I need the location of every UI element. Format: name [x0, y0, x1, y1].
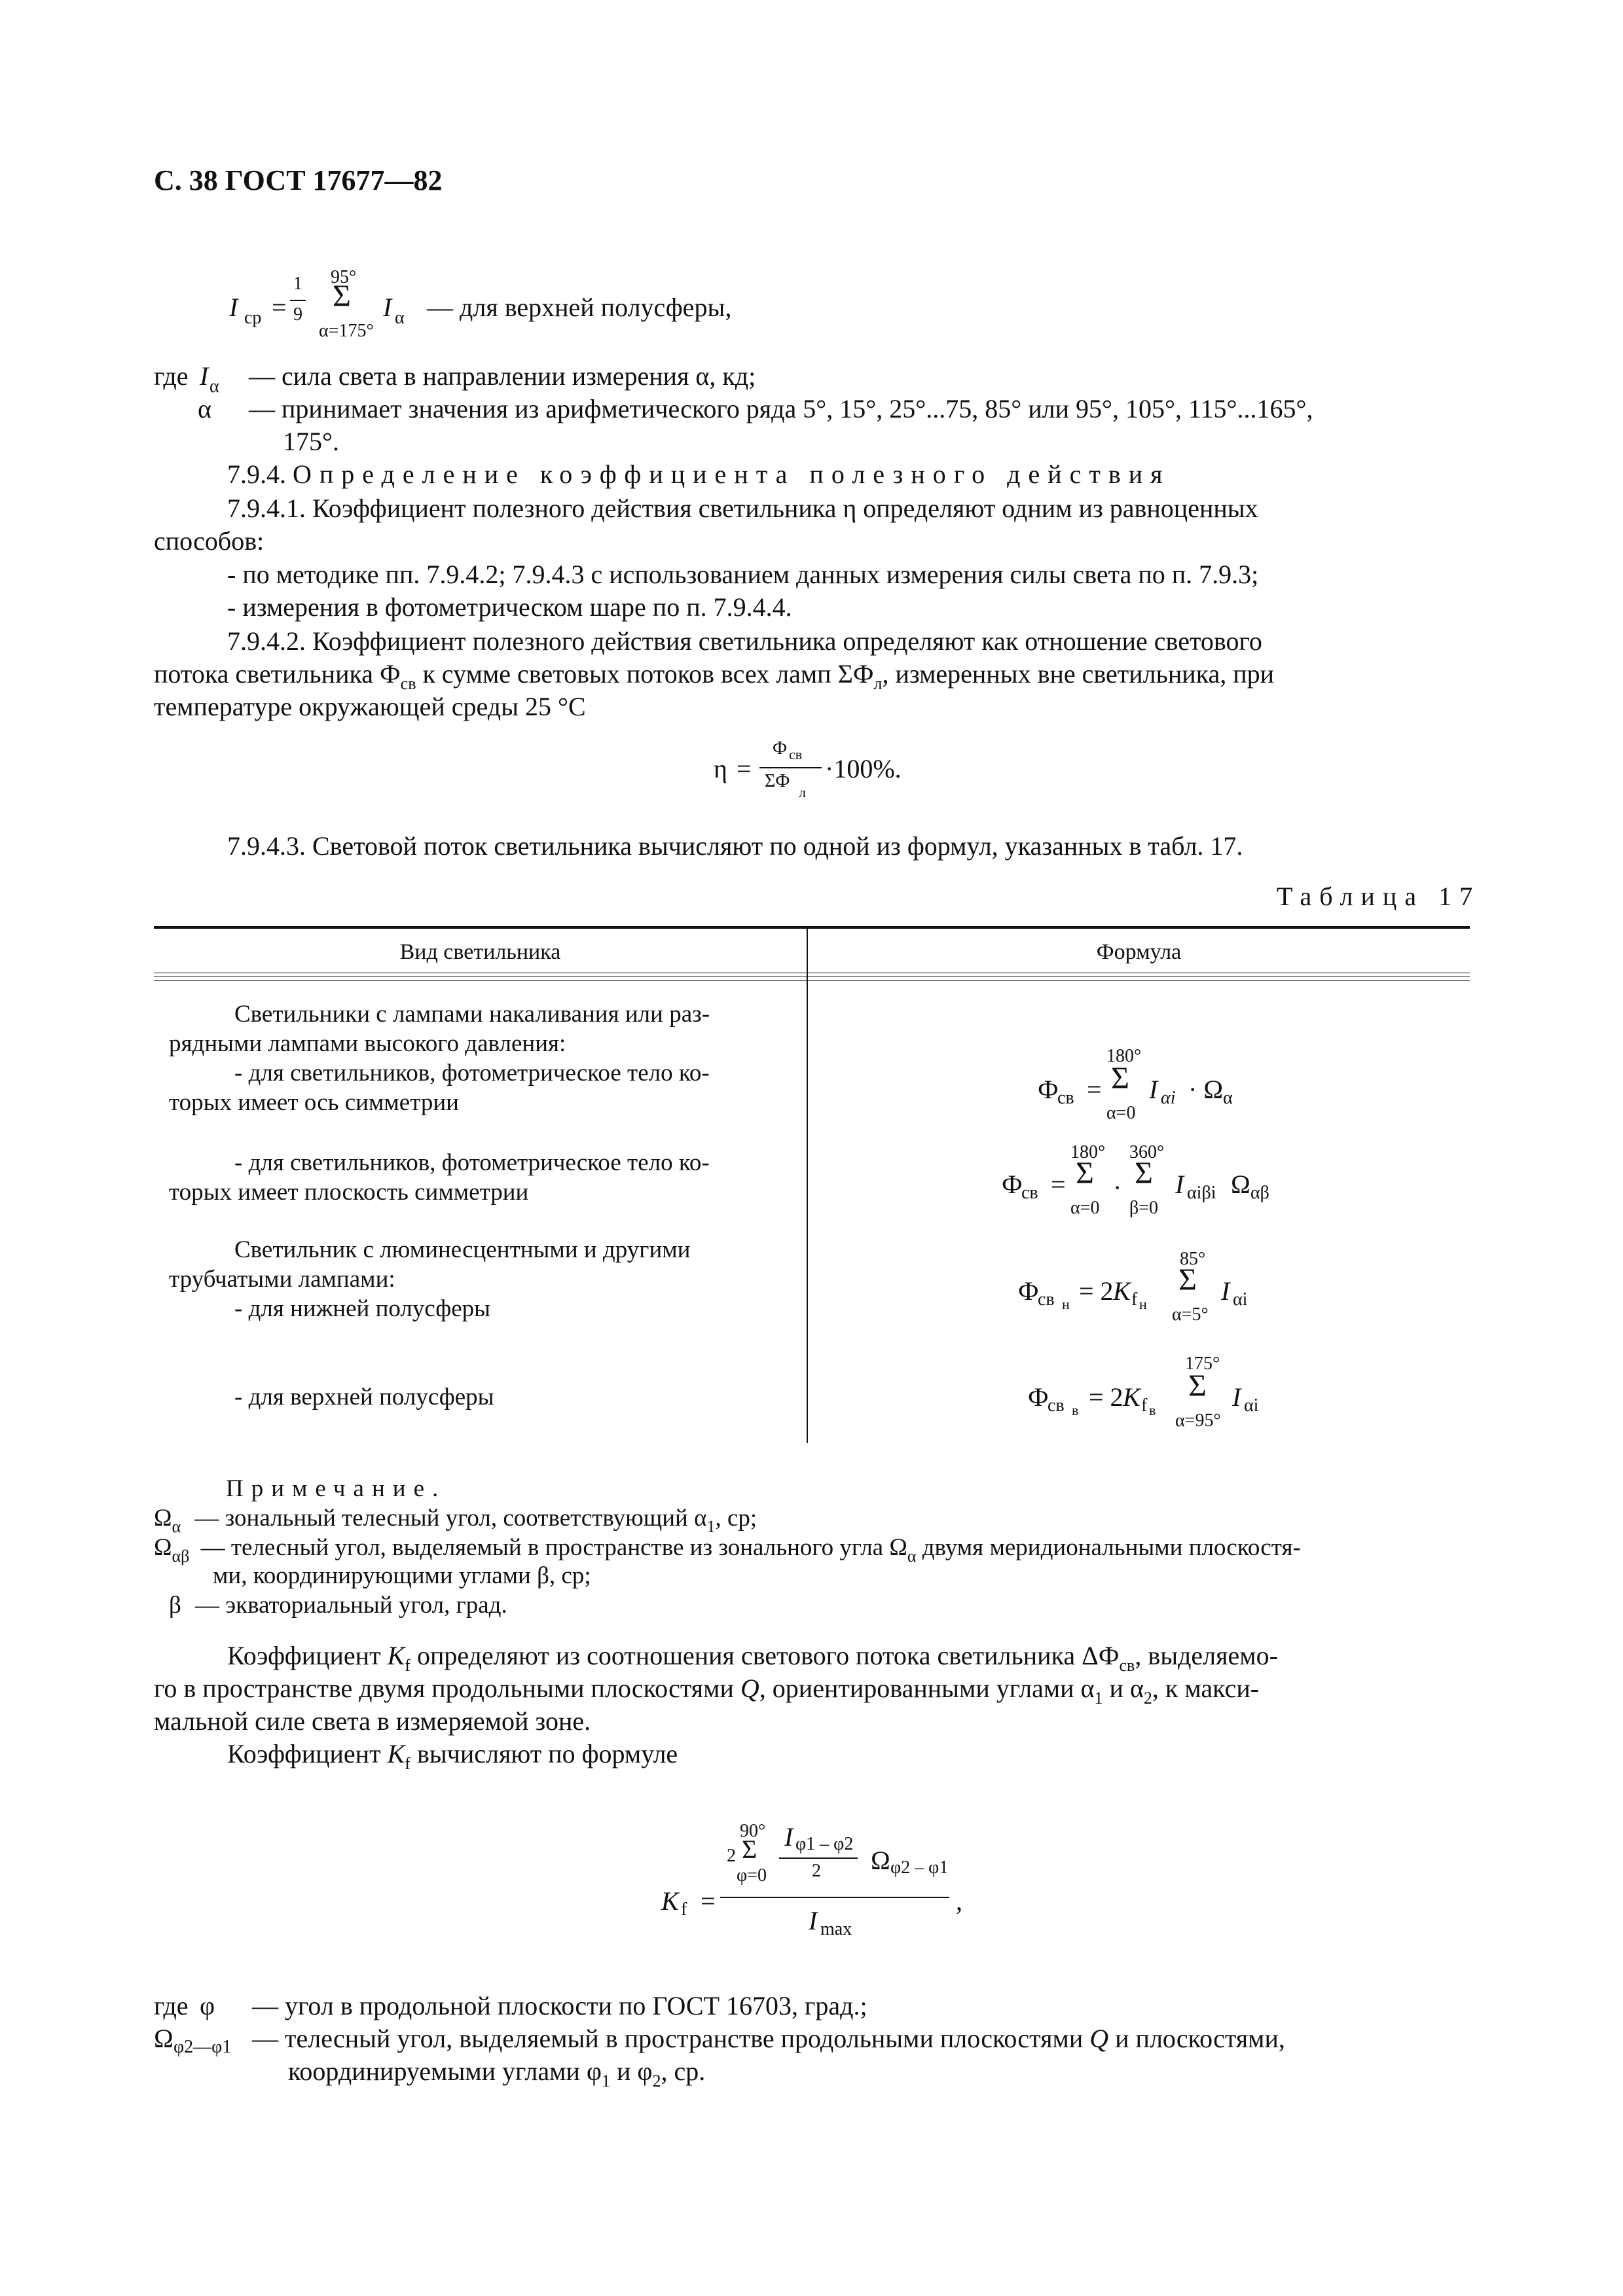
f2-lhs: Ф [1002, 1170, 1023, 1199]
where2-cont-sub2: 2 [652, 2072, 661, 2090]
kf-line1c: , выделяемо- [1135, 1641, 1278, 1670]
eta-rhs: ·100%. [825, 754, 902, 783]
kf-k: K [387, 1641, 405, 1670]
s7941-bullet2: - измерения в фотометрическом шаре по п. 7.9.4.4. [227, 592, 792, 622]
f4-sigma: Σ [1188, 1369, 1207, 1403]
eta-den-sub: л [799, 784, 806, 800]
f4-lhs: Ф [1028, 1382, 1049, 1412]
note-1-sym: Ω [154, 1505, 172, 1532]
where2-cont-a: координируемыми углами φ [288, 2056, 602, 2086]
note-1-sym-sub: α [172, 1517, 181, 1536]
s7942-line2a-sub: св [400, 674, 416, 693]
f1-rest: · Ω [1188, 1075, 1224, 1104]
kf-formula-bottom: φ=0 [737, 1865, 767, 1886]
row1-line4: торых имеет ось симметрии [169, 1089, 459, 1116]
kf-line3: мальной силе света в измеряемой зоне. [154, 1706, 591, 1736]
f1-eq: = [1087, 1075, 1102, 1104]
s7942-line2 [154, 658, 1274, 694]
kf-line1a: Коэффициент [227, 1641, 388, 1670]
section-7-9-4 [227, 458, 1171, 491]
where1-def2: — принимает значения из арифметического ряда 5°, 15°, 25°...75, 85° или 95°, 105°, 115°...165°, [249, 394, 1313, 423]
note-2-cont: ми, координирующими углами β, ср; [213, 1562, 591, 1589]
f3-lhs-subsub: н [1062, 1296, 1070, 1312]
table-col-divider [807, 926, 808, 1443]
eta-frac-bar [759, 767, 822, 768]
s7941-bullet1: - по методике пп. 7.9.4.2; 7.9.4.3 с использованием данных измерения силы света по п. 7.9.3; [227, 560, 1259, 589]
s7942-line1: 7.9.4.2. Коэффициент полезного действия светильника определяют как отношение светового [227, 626, 1262, 656]
f2-bottom2: β=0 [1129, 1198, 1159, 1218]
kf-line2b: , ориентированными углами α [759, 1674, 1095, 1703]
icp-text: — для верхней полусферы, [427, 293, 732, 322]
icp-eq: = [272, 293, 287, 322]
where2-def1: — угол в продольной плоскости по ГОСТ 16703, град.; [252, 1991, 867, 2020]
f1-lhs: Ф [1038, 1075, 1059, 1104]
icp-lhs-sub: ср [244, 308, 262, 328]
kf-line2d: , к макси- [1152, 1674, 1260, 1703]
f3-term-sub: αi [1233, 1289, 1248, 1310]
f2-sigma1: Σ [1076, 1156, 1094, 1191]
note-2-text-sub: α [907, 1547, 917, 1566]
f2-top2: 360° [1129, 1142, 1165, 1162]
f3-k-subsub: н [1139, 1296, 1147, 1312]
f1-term-sub: αi [1161, 1088, 1176, 1108]
row3-line2: трубчатыми лампами: [169, 1266, 395, 1293]
f4-top: 175° [1185, 1354, 1220, 1374]
table-col2-header: Формула [1096, 940, 1182, 964]
row4-line1: - для верхней полусферы [234, 1384, 494, 1410]
kf-formula-den-sub: max [820, 1919, 852, 1939]
f2-sigma2: Σ [1135, 1156, 1153, 1191]
f3-term: I [1221, 1276, 1230, 1306]
note-title: Примечание. [226, 1475, 447, 1502]
where1-def1: — сила света в направлении измерения α, кд; [249, 361, 756, 391]
eta-num: Ф [773, 738, 788, 759]
row2-line2: торых имеет плоскость симметрии [169, 1179, 529, 1206]
note-1-text-end: , ср; [715, 1505, 757, 1532]
kf-formula-inner-num-sub: φ1 – φ2 [795, 1834, 854, 1854]
f4-lhs-sub: св [1048, 1395, 1065, 1416]
kf-line2 [154, 1672, 1259, 1708]
kf2-line [227, 1738, 678, 1774]
f4-k: K [1123, 1382, 1140, 1412]
f4-eq: = 2 [1089, 1382, 1123, 1412]
f4-k-sub: f [1141, 1395, 1148, 1416]
f1-rest-sub: α [1223, 1088, 1233, 1108]
eta-den: ΣФ [765, 771, 790, 791]
s7943: 7.9.4.3. Световой поток светильника вычисляют по одной из формул, указанных в табл. 17. [227, 831, 1243, 861]
where1-sym2: α [198, 394, 211, 423]
s7942-line2b: к сумме световых потоков всех ламп ΣФ [416, 659, 874, 689]
where1-sym1: I [200, 361, 209, 391]
kf-line1b: определяют из соотношения светового потока светильника ΔФ [410, 1641, 1120, 1670]
where2-sym2-sub: φ2—φ1 [173, 2037, 232, 2057]
f3-lhs: Ф [1018, 1276, 1039, 1306]
f2-rest: Ω [1231, 1170, 1250, 1199]
icp-term-sub: α [395, 308, 405, 328]
kf-formula-sigma: Σ [742, 1835, 757, 1864]
s7941-line1: 7.9.4.1. Коэффициент полезного действия светильника η определяют одним из равноценных [227, 493, 1258, 523]
note-1-text-sub: 1 [706, 1517, 716, 1536]
where2-prefix: где [154, 1991, 189, 2020]
kf-k-sub: f [405, 1656, 410, 1675]
page-header: С. 38 ГОСТ 17677—82 [154, 164, 443, 196]
f3-top: 85° [1180, 1249, 1206, 1269]
f2-eq: = [1051, 1170, 1066, 1199]
f4-bottom: α=95° [1175, 1410, 1221, 1431]
table-caption: Таблица 17 [1277, 882, 1481, 911]
icp-lhs: I [229, 293, 238, 322]
s7942-line2c: , измеренных вне светильника, при [882, 659, 1275, 689]
where2-cont-sub1: 1 [601, 2072, 610, 2090]
note-3-text: — экваториальный угол, град. [195, 1592, 507, 1619]
f2-term: I [1175, 1170, 1184, 1199]
where2-def2 [252, 2022, 1285, 2055]
row1-line3: - для светильников, фотометрическое тело ко- [234, 1060, 710, 1086]
kf-line1b-sub: св [1119, 1656, 1135, 1675]
f1-bottom: α=0 [1106, 1103, 1136, 1123]
note-2-sym: Ω [154, 1534, 172, 1561]
where2-def2-cont [288, 2055, 705, 2091]
f3-sigma: Σ [1178, 1263, 1197, 1297]
icp-frac-num: 1 [293, 274, 302, 294]
kf-formula-omega: Ω [871, 1846, 890, 1875]
row3-line1: Светильник с люминесцентными и другими [234, 1236, 691, 1263]
kf-q: Q [740, 1674, 759, 1703]
note-2-text: — телесный угол, выделяемый в пространстве из зонального угла Ω [200, 1534, 907, 1561]
s7941-line2: способов: [154, 526, 264, 556]
section-7-9-4-num: 7.9.4. [227, 459, 286, 489]
f1-term: I [1149, 1075, 1158, 1104]
f4-term-sub: αi [1244, 1395, 1259, 1416]
f2-rest-sub: αβ [1250, 1183, 1269, 1203]
where1-prefix: где [154, 361, 189, 391]
kf-line2b-sub: 1 [1094, 1689, 1103, 1708]
f3-lhs-sub: св [1038, 1289, 1055, 1310]
where2-cont-c: , ср. [661, 2056, 706, 2086]
note-3-sym: β [169, 1592, 181, 1619]
note-2-text-end: двумя меридиональными плоскостя- [916, 1534, 1301, 1561]
f2-dot: · [1113, 1173, 1122, 1202]
kf-formula-omega-sub: φ2 – φ1 [890, 1857, 949, 1878]
table-col1-header: Вид светильника [399, 940, 561, 964]
f3-eq: = 2 [1079, 1276, 1114, 1306]
where2-sym2: Ω [154, 2024, 173, 2053]
icp-sum-bottom: α=175° [319, 321, 374, 341]
where2-def2a: — телесный угол, выделяемый в пространстве продольными плоскостями [252, 2024, 1090, 2053]
f3-k-sub: f [1131, 1289, 1138, 1310]
f4-lhs-subsub: в [1072, 1402, 1079, 1418]
note-1-text: — зональный телесный угол, соответствующий α [194, 1505, 707, 1532]
s7942-line2a: потока светильника Ф [154, 659, 401, 689]
kf-line2c-sub: 2 [1143, 1689, 1152, 1708]
s7942-line3: температуре окружающей среды 25 °С [154, 692, 586, 721]
kf-formula-den: I [809, 1906, 818, 1935]
icp-frac-bar [290, 300, 306, 301]
kf-formula-top: 90° [740, 1821, 766, 1841]
row1-line1: Светильники с лампами накаливания или раз- [234, 1001, 710, 1028]
where2-def2b: и плоскостями, [1108, 2024, 1285, 2053]
icp-sigma: Σ [333, 279, 351, 314]
table-top-rule [154, 926, 1470, 929]
table-header-rule-3 [154, 980, 1470, 981]
note-2-sym-sub: αβ [172, 1547, 190, 1566]
eta-lhs: η [714, 754, 727, 783]
f2-top1: 180° [1070, 1142, 1106, 1162]
f3-bottom: α=5° [1172, 1304, 1209, 1325]
where1-def2-cont: 175°. [283, 427, 339, 456]
f1-sigma: Σ [1111, 1061, 1129, 1096]
kf-formula-tail: , [956, 1886, 962, 1916]
where2-sym1: φ [200, 1991, 215, 2020]
kf-formula-inner-bar [779, 1857, 858, 1859]
kf-line1 [227, 1640, 1278, 1676]
kf-line2a: го в пространстве двумя продольными плоскостями [154, 1674, 740, 1703]
icp-sum-top: 95° [331, 267, 357, 287]
f1-lhs-sub: св [1057, 1088, 1074, 1108]
f4-k-subsub: в [1149, 1402, 1156, 1418]
kf-line2c: и α [1103, 1674, 1144, 1703]
icp-frac-den: 9 [293, 304, 302, 325]
f1-top: 180° [1106, 1046, 1142, 1066]
kf2-k-sub: f [405, 1754, 410, 1773]
row2-line1: - для светильников, фотометрическое тело ко- [234, 1149, 710, 1176]
kf-formula-eq: = [701, 1886, 716, 1916]
kf2-a: Коэффициент [227, 1739, 388, 1768]
kf2-b: вычисляют по формуле [410, 1739, 678, 1768]
row3-line3: - для нижней полусферы [234, 1295, 490, 1322]
where2-cont-b: и φ [610, 2056, 653, 2086]
f3-k: K [1113, 1276, 1131, 1306]
kf-formula-inner-den: 2 [812, 1861, 821, 1881]
s7942-line2b-sub: л [873, 674, 883, 693]
f2-lhs-sub: св [1021, 1183, 1038, 1203]
kf-formula-lhs: K [661, 1886, 679, 1916]
where1-sym1-sub: α [210, 376, 219, 397]
icp-term: I [383, 293, 392, 322]
section-7-9-4-title: Определение коэффициента полезного действия [293, 459, 1171, 489]
f2-term-sub: αiβi [1187, 1183, 1216, 1203]
kf-formula-lhs-sub: f [681, 1899, 687, 1920]
kf2-k: K [387, 1739, 405, 1768]
kf-formula-inner-num: I [784, 1822, 793, 1852]
kf-formula-main-bar [720, 1897, 949, 1898]
f2-bottom1: α=0 [1070, 1198, 1100, 1218]
kf-formula-two: 2 [727, 1846, 736, 1866]
f4-term: I [1232, 1382, 1241, 1412]
where2-def2-q: Q [1089, 2024, 1109, 2053]
eta-num-sub: св [789, 746, 803, 762]
row1-line2: рядными лампами высокого давления: [169, 1030, 566, 1057]
eta-eq: = [737, 754, 752, 783]
